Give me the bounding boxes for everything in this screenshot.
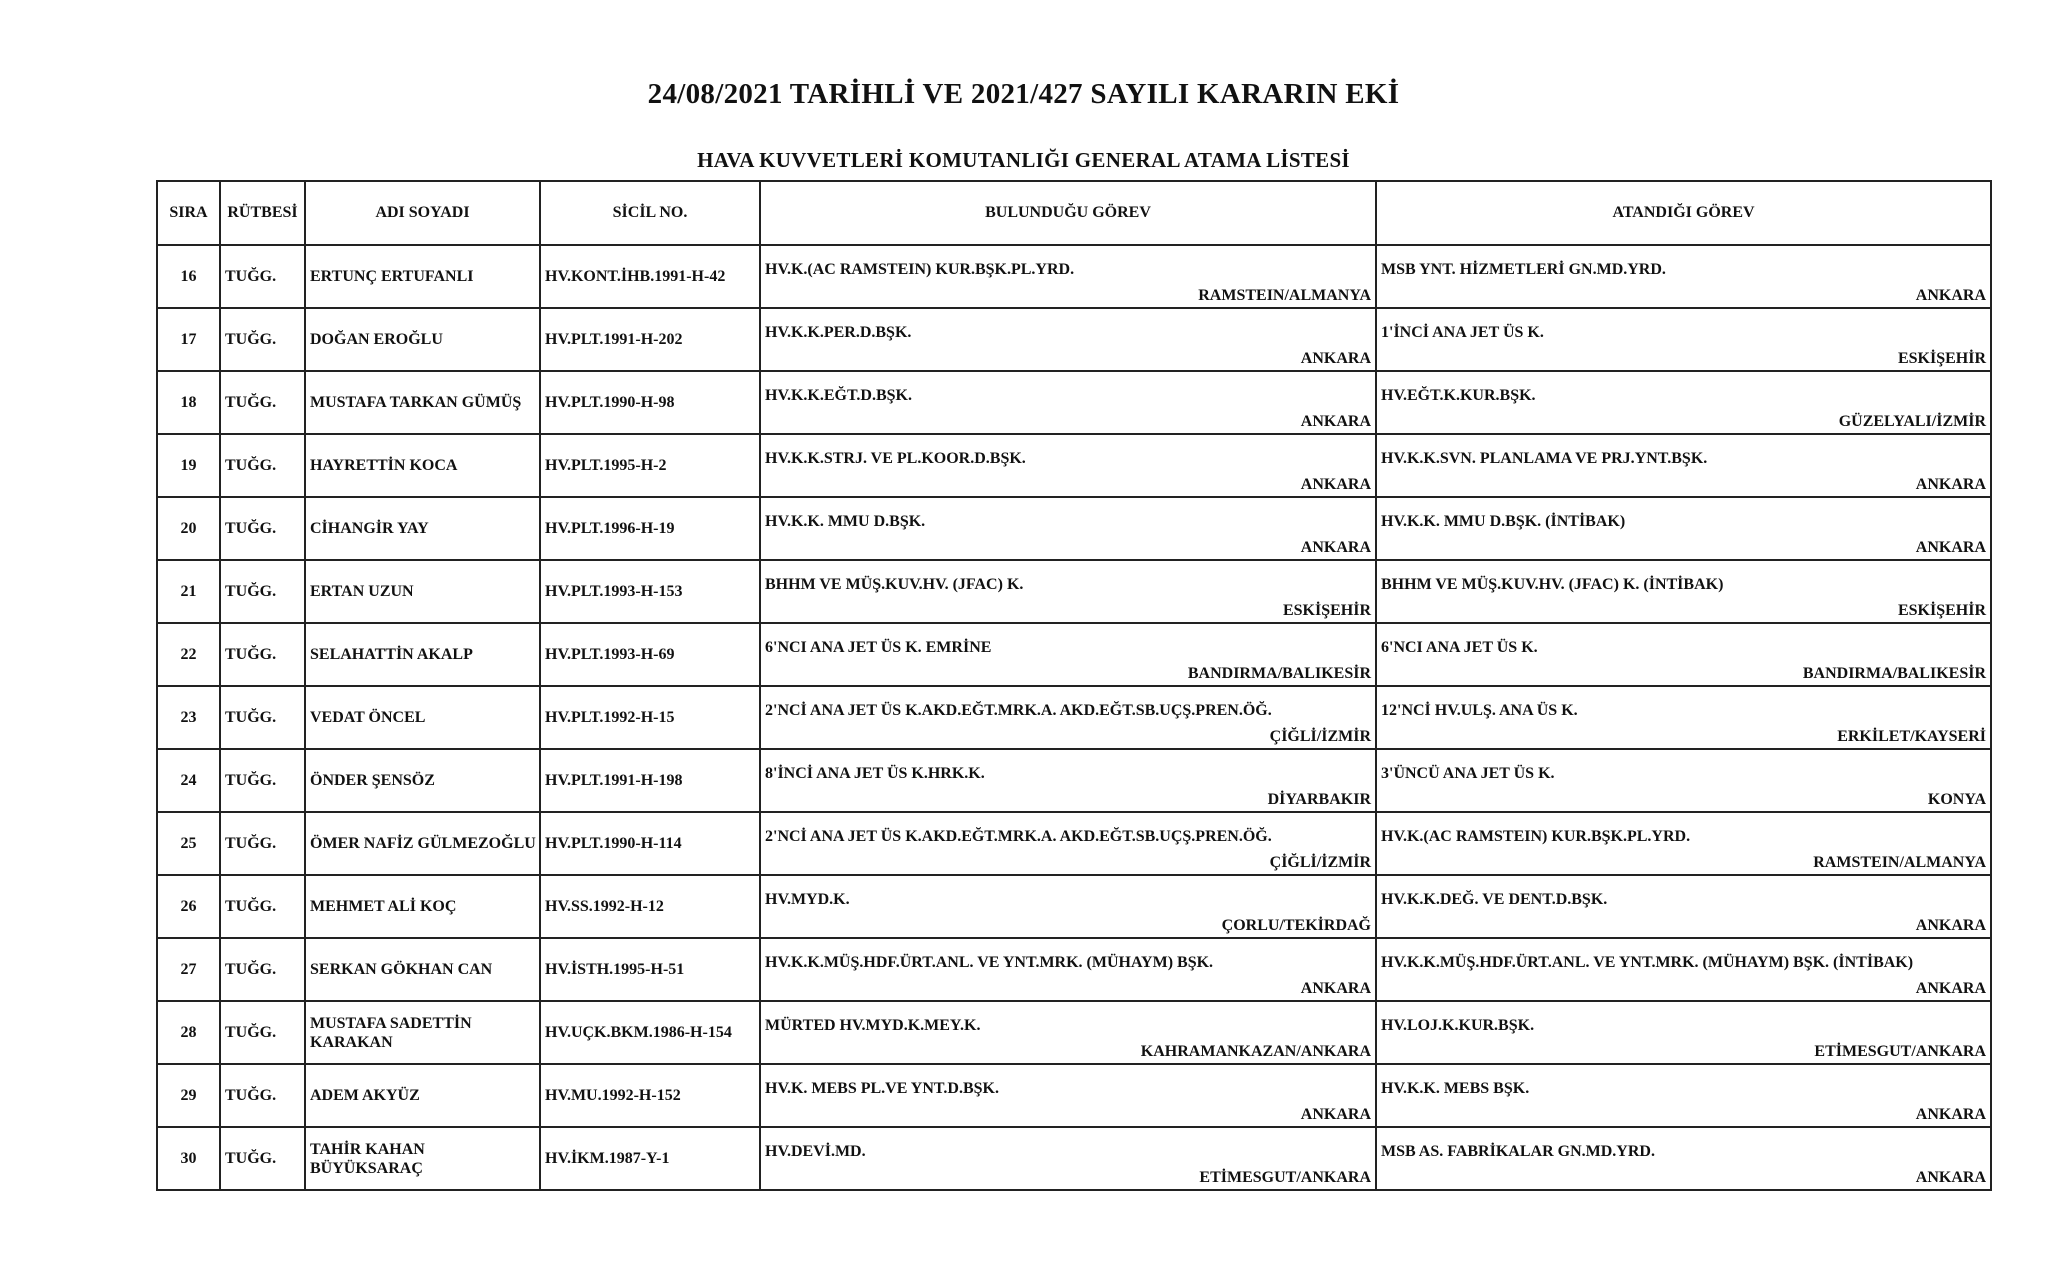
bulundugu-gorev-location: ANKARA	[1300, 1106, 1371, 1123]
bulundugu-gorev-title: 8'İNCİ ANA JET ÜS K.HRK.K.	[765, 765, 985, 782]
atandigi-gorev-location: RAMSTEIN/ALMANYA	[1813, 854, 1986, 871]
row-sicil-no: HV.İSTH.1995-H-51	[540, 938, 760, 1001]
row-sicil-no: HV.KONT.İHB.1991-H-42	[540, 245, 760, 308]
row-atandigi-gorev	[1376, 623, 1991, 686]
table-row	[157, 1064, 1991, 1127]
row-sicil-no: HV.SS.1992-H-12	[540, 875, 760, 938]
atandigi-gorev-title: 3'ÜNCÜ ANA JET ÜS K.	[1381, 765, 1555, 782]
row-bulundugu-gorev	[760, 1127, 1376, 1190]
row-sicil-no: HV.PLT.1993-H-69	[540, 623, 760, 686]
bulundugu-gorev-location: ÇORLU/TEKİRDAĞ	[1221, 917, 1371, 934]
row-rutbe: TUĞG.	[220, 434, 305, 497]
header-bulundugu-gorev: BULUNDUĞU GÖREV	[760, 181, 1376, 245]
row-bulundugu-gorev	[760, 497, 1376, 560]
row-sicil-no: HV.UÇK.BKM.1986-H-154	[540, 1001, 760, 1064]
row-sicil-no: HV.PLT.1992-H-15	[540, 686, 760, 749]
atandigi-gorev-location: ANKARA	[1915, 287, 1986, 304]
row-rutbe: TUĞG.	[220, 623, 305, 686]
bulundugu-gorev-title: 2'NCİ ANA JET ÜS K.AKD.EĞT.MRK.A. AKD.EĞT.SB.UÇŞ.PREN.ÖĞ.	[765, 828, 1272, 845]
document-subtitle: HAVA KUVVETLERİ KOMUTANLIĞI GENERAL ATAMA LİSTESİ	[697, 148, 1350, 172]
row-bulundugu-gorev	[760, 434, 1376, 497]
atandigi-gorev-location: ANKARA	[1915, 1106, 1986, 1123]
bulundugu-gorev-title: HV.K.K.PER.D.BŞK.	[765, 324, 912, 341]
row-atandigi-gorev	[1376, 938, 1991, 1001]
atandigi-gorev-location: ANKARA	[1915, 539, 1986, 556]
atandigi-gorev-title: 1'İNCİ ANA JET ÜS K.	[1381, 324, 1544, 341]
bulundugu-gorev-location: ETİMESGUT/ANKARA	[1199, 1169, 1371, 1186]
table-row	[157, 812, 1991, 875]
row-atandigi-gorev	[1376, 371, 1991, 434]
row-sira: 24	[157, 749, 220, 812]
bulundugu-gorev-location: ANKARA	[1300, 413, 1371, 430]
bulundugu-gorev-location: ESKİŞEHİR	[1282, 602, 1371, 619]
row-adi-soyadi: ERTUNÇ ERTUFANLI	[305, 245, 540, 308]
bulundugu-gorev-title: HV.K.K.STRJ. VE PL.KOOR.D.BŞK.	[765, 450, 1026, 467]
table-row	[157, 623, 1991, 686]
row-bulundugu-gorev	[760, 749, 1376, 812]
row-sicil-no: HV.İKM.1987-Y-1	[540, 1127, 760, 1190]
atandigi-gorev-title: MSB YNT. HİZMETLERİ GN.MD.YRD.	[1381, 261, 1666, 278]
row-sira: 19	[157, 434, 220, 497]
row-atandigi-gorev	[1376, 560, 1991, 623]
atandigi-gorev-title: HV.K.K.DEĞ. VE DENT.D.BŞK.	[1381, 891, 1608, 908]
row-bulundugu-gorev	[760, 938, 1376, 1001]
row-rutbe: TUĞG.	[220, 812, 305, 875]
row-rutbe: TUĞG.	[220, 245, 305, 308]
header-rutbe: RÜTBESİ	[220, 181, 305, 245]
row-adi-soyadi: ADEM AKYÜZ	[305, 1064, 540, 1127]
atandigi-gorev-location: ANKARA	[1915, 476, 1986, 493]
row-adi-soyadi: MUSTAFA SADETTİN KARAKAN	[305, 1001, 540, 1064]
row-bulundugu-gorev	[760, 623, 1376, 686]
bulundugu-gorev-title: 6'NCI ANA JET ÜS K. EMRİNE	[765, 639, 992, 656]
atandigi-gorev-title: HV.K.K. MEBS BŞK.	[1381, 1080, 1530, 1097]
row-bulundugu-gorev	[760, 686, 1376, 749]
document-title: 24/08/2021 TARİHLİ VE 2021/427 SAYILI KARARIN EKİ	[647, 78, 1400, 110]
row-sira: 22	[157, 623, 220, 686]
row-atandigi-gorev	[1376, 1001, 1991, 1064]
row-sicil-no: HV.MU.1992-H-152	[540, 1064, 760, 1127]
table-row	[157, 749, 1991, 812]
atandigi-gorev-location: ANKARA	[1915, 1169, 1986, 1186]
row-bulundugu-gorev	[760, 812, 1376, 875]
table-row	[157, 560, 1991, 623]
row-adi-soyadi: MUSTAFA TARKAN GÜMÜŞ	[305, 371, 540, 434]
row-sicil-no: HV.PLT.1996-H-19	[540, 497, 760, 560]
row-sira: 23	[157, 686, 220, 749]
atandigi-gorev-title: HV.K.K.MÜŞ.HDF.ÜRT.ANL. VE YNT.MRK. (MÜHAYM) BŞK. (İNTİBAK)	[1381, 954, 1914, 971]
row-atandigi-gorev	[1376, 1064, 1991, 1127]
row-atandigi-gorev	[1376, 497, 1991, 560]
table-header-row	[157, 181, 1991, 245]
bulundugu-gorev-title: BHHM VE MÜŞ.KUV.HV. (JFAC) K.	[765, 576, 1024, 593]
bulundugu-gorev-title: MÜRTED HV.MYD.K.MEY.K.	[765, 1017, 981, 1034]
bulundugu-gorev-location: ÇİĞLİ/İZMİR	[1269, 728, 1371, 745]
row-sira: 16	[157, 245, 220, 308]
row-adi-soyadi: ÖMER NAFİZ GÜLMEZOĞLU	[305, 812, 540, 875]
row-rutbe: TUĞG.	[220, 1001, 305, 1064]
table-row	[157, 1001, 1991, 1064]
row-adi-soyadi: MEHMET ALİ KOÇ	[305, 875, 540, 938]
table-row	[157, 875, 1991, 938]
table-row	[157, 1127, 1991, 1190]
atandigi-gorev-location: ETİMESGUT/ANKARA	[1814, 1043, 1986, 1060]
row-atandigi-gorev	[1376, 308, 1991, 371]
row-bulundugu-gorev	[760, 560, 1376, 623]
row-sira: 20	[157, 497, 220, 560]
bulundugu-gorev-title: HV.K.K.EĞT.D.BŞK.	[765, 387, 912, 404]
row-adi-soyadi: TAHİR KAHAN BÜYÜKSARAÇ	[305, 1127, 540, 1190]
row-sira: 25	[157, 812, 220, 875]
bulundugu-gorev-title: HV.DEVİ.MD.	[765, 1143, 866, 1160]
bulundugu-gorev-location: RAMSTEIN/ALMANYA	[1198, 287, 1371, 304]
row-sira: 21	[157, 560, 220, 623]
row-sicil-no: HV.PLT.1991-H-202	[540, 308, 760, 371]
bulundugu-gorev-title: HV.MYD.K.	[765, 891, 850, 908]
row-rutbe: TUĞG.	[220, 1127, 305, 1190]
bulundugu-gorev-location: KAHRAMANKAZAN/ANKARA	[1140, 1043, 1371, 1060]
row-sicil-no: HV.PLT.1991-H-198	[540, 749, 760, 812]
atandigi-gorev-title: BHHM VE MÜŞ.KUV.HV. (JFAC) K. (İNTİBAK)	[1381, 576, 1724, 593]
table-row	[157, 308, 1991, 371]
atandigi-gorev-location: ESKİŞEHİR	[1897, 350, 1986, 367]
bulundugu-gorev-location: ANKARA	[1300, 539, 1371, 556]
atandigi-gorev-title: MSB AS. FABRİKALAR GN.MD.YRD.	[1381, 1143, 1655, 1160]
row-bulundugu-gorev	[760, 1001, 1376, 1064]
row-adi-soyadi: DOĞAN EROĞLU	[305, 308, 540, 371]
header-sira: SIRA	[157, 181, 220, 245]
bulundugu-gorev-location: ANKARA	[1300, 350, 1371, 367]
row-sicil-no: HV.PLT.1990-H-98	[540, 371, 760, 434]
bulundugu-gorev-title: 2'NCİ ANA JET ÜS K.AKD.EĞT.MRK.A. AKD.EĞT.SB.UÇŞ.PREN.ÖĞ.	[765, 702, 1272, 719]
row-rutbe: TUĞG.	[220, 1064, 305, 1127]
row-sira: 17	[157, 308, 220, 371]
atandigi-gorev-title: HV.K.K. MMU D.BŞK. (İNTİBAK)	[1381, 513, 1626, 530]
bulundugu-gorev-title: HV.K.(AC RAMSTEIN) KUR.BŞK.PL.YRD.	[765, 261, 1075, 278]
atandigi-gorev-location: KONYA	[1927, 791, 1986, 808]
header-atandigi-gorev: ATANDIĞI GÖREV	[1376, 181, 1991, 245]
row-sicil-no: HV.PLT.1993-H-153	[540, 560, 760, 623]
atandigi-gorev-location: ANKARA	[1915, 917, 1986, 934]
row-bulundugu-gorev	[760, 875, 1376, 938]
atandigi-gorev-title: 6'NCI ANA JET ÜS K.	[1381, 639, 1538, 656]
row-adi-soyadi: CİHANGİR YAY	[305, 497, 540, 560]
table-row	[157, 938, 1991, 1001]
row-atandigi-gorev	[1376, 749, 1991, 812]
row-sira: 18	[157, 371, 220, 434]
row-atandigi-gorev	[1376, 686, 1991, 749]
table-row	[157, 245, 1991, 308]
row-adi-soyadi: SERKAN GÖKHAN CAN	[305, 938, 540, 1001]
table-row	[157, 434, 1991, 497]
bulundugu-gorev-location: DİYARBAKIR	[1267, 791, 1371, 808]
bulundugu-gorev-title: HV.K.K. MMU D.BŞK.	[765, 513, 926, 530]
row-sira: 28	[157, 1001, 220, 1064]
table-row	[157, 371, 1991, 434]
atandigi-gorev-title: HV.LOJ.K.KUR.BŞK.	[1381, 1017, 1535, 1034]
row-atandigi-gorev	[1376, 434, 1991, 497]
row-adi-soyadi: SELAHATTİN AKALP	[305, 623, 540, 686]
row-atandigi-gorev	[1376, 1127, 1991, 1190]
atandigi-gorev-location: ANKARA	[1915, 980, 1986, 997]
row-rutbe: TUĞG.	[220, 497, 305, 560]
bulundugu-gorev-location: ANKARA	[1300, 476, 1371, 493]
row-sira: 27	[157, 938, 220, 1001]
atandigi-gorev-title: 12'NCİ HV.ULŞ. ANA ÜS K.	[1381, 702, 1578, 719]
row-rutbe: TUĞG.	[220, 938, 305, 1001]
atandigi-gorev-title: HV.EĞT.K.KUR.BŞK.	[1381, 387, 1536, 404]
table-row	[157, 686, 1991, 749]
atandigi-gorev-location: BANDIRMA/BALIKESİR	[1802, 665, 1986, 682]
row-rutbe: TUĞG.	[220, 308, 305, 371]
atandigi-gorev-title: HV.K.(AC RAMSTEIN) KUR.BŞK.PL.YRD.	[1381, 828, 1691, 845]
row-sira: 30	[157, 1127, 220, 1190]
row-bulundugu-gorev	[760, 1064, 1376, 1127]
row-adi-soyadi: ERTAN UZUN	[305, 560, 540, 623]
row-rutbe: TUĞG.	[220, 686, 305, 749]
row-rutbe: TUĞG.	[220, 560, 305, 623]
header-sicil-no: SİCİL NO.	[540, 181, 760, 245]
row-bulundugu-gorev	[760, 308, 1376, 371]
row-atandigi-gorev	[1376, 812, 1991, 875]
row-sira: 26	[157, 875, 220, 938]
row-rutbe: TUĞG.	[220, 875, 305, 938]
atandigi-gorev-location: GÜZELYALI/İZMİR	[1838, 413, 1986, 430]
bulundugu-gorev-title: HV.K.K.MÜŞ.HDF.ÜRT.ANL. VE YNT.MRK. (MÜHAYM) BŞK.	[765, 954, 1214, 971]
row-sira: 29	[157, 1064, 220, 1127]
table-row	[157, 497, 1991, 560]
row-adi-soyadi: ÖNDER ŞENSÖZ	[305, 749, 540, 812]
row-rutbe: TUĞG.	[220, 749, 305, 812]
row-bulundugu-gorev	[760, 245, 1376, 308]
assignment-table	[156, 180, 1992, 1191]
atandigi-gorev-location: ERKİLET/KAYSERİ	[1837, 728, 1986, 745]
header-adi-soyadi: ADI SOYADI	[305, 181, 540, 245]
row-bulundugu-gorev	[760, 371, 1376, 434]
row-adi-soyadi: VEDAT ÖNCEL	[305, 686, 540, 749]
bulundugu-gorev-location: ANKARA	[1300, 980, 1371, 997]
row-rutbe: TUĞG.	[220, 371, 305, 434]
bulundugu-gorev-location: BANDIRMA/BALIKESİR	[1187, 665, 1371, 682]
atandigi-gorev-location: ESKİŞEHİR	[1897, 602, 1986, 619]
row-sicil-no: HV.PLT.1995-H-2	[540, 434, 760, 497]
bulundugu-gorev-title: HV.K. MEBS PL.VE YNT.D.BŞK.	[765, 1080, 999, 1097]
row-sicil-no: HV.PLT.1990-H-114	[540, 812, 760, 875]
row-adi-soyadi: HAYRETTİN KOCA	[305, 434, 540, 497]
row-atandigi-gorev	[1376, 245, 1991, 308]
atandigi-gorev-title: HV.K.K.SVN. PLANLAMA VE PRJ.YNT.BŞK.	[1381, 450, 1708, 467]
bulundugu-gorev-location: ÇİĞLİ/İZMİR	[1269, 854, 1371, 871]
row-atandigi-gorev	[1376, 875, 1991, 938]
